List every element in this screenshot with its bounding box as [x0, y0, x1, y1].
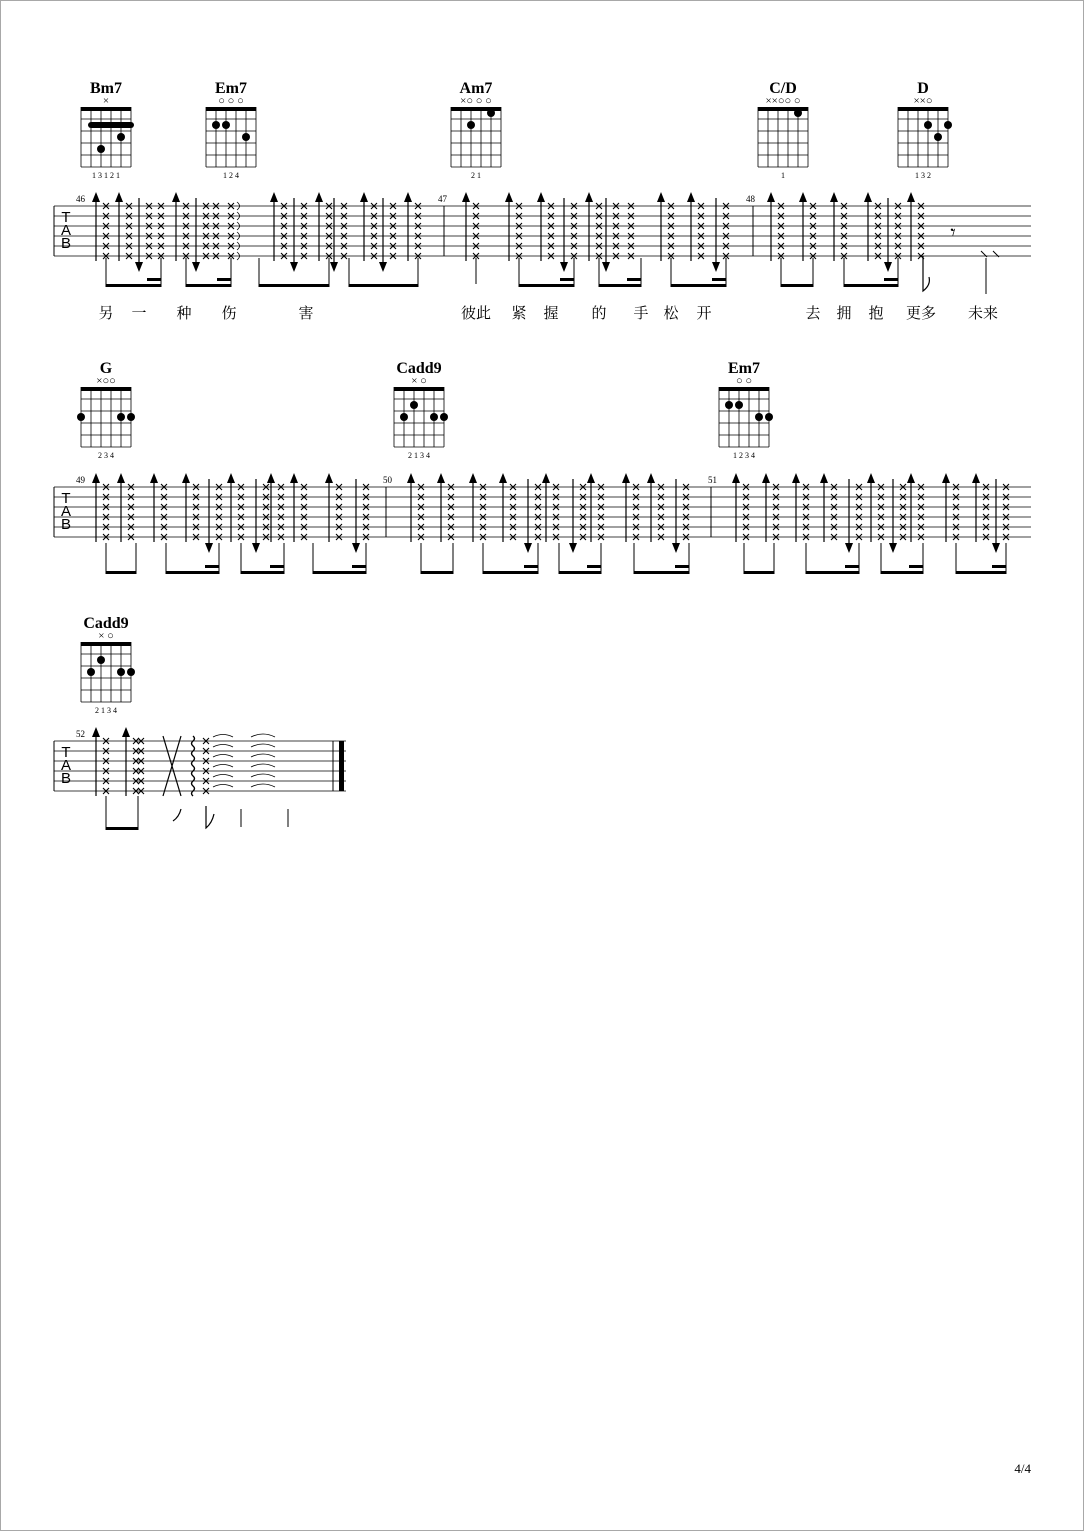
rhythm-beam: [992, 565, 1006, 568]
rhythm-beam: [671, 284, 726, 287]
chord-fingering: 1 2 4: [223, 171, 239, 180]
rhythm-beam: [781, 284, 813, 287]
strum-up-arrowhead: [585, 192, 593, 202]
strum-down-arrowhead: [569, 543, 577, 553]
chord-finger-dot: [117, 668, 125, 676]
chord-finger-dot: [924, 121, 932, 129]
chord-finger-dot: [97, 656, 105, 664]
rhythm-beam: [806, 571, 859, 574]
brush-cross: [163, 736, 181, 796]
chord-name: Em7: [728, 360, 760, 377]
strum-down-arrowhead: [379, 262, 387, 272]
strum-up-arrowhead: [267, 473, 275, 483]
tab-clef-letter: B: [60, 235, 72, 252]
lyric-syllable: 抱: [868, 304, 884, 322]
chord-finger-dot: [430, 413, 438, 421]
strum-down-arrowhead: [205, 543, 213, 553]
chord-finger-dot: [755, 413, 763, 421]
lyric-syllable: 开: [696, 304, 712, 322]
chord-finger-dot: [487, 109, 495, 117]
strum-up-arrowhead: [907, 192, 915, 202]
rhythm-beam: [106, 827, 138, 830]
measure-number: 46: [76, 194, 85, 204]
tab-clef-letter: A: [60, 757, 72, 774]
strum-up-arrowhead: [407, 473, 415, 483]
chord-finger-dot: [127, 668, 135, 676]
lyric-syllable: 的: [591, 304, 607, 322]
chord-fingering: 2 1 3 4: [95, 706, 117, 715]
chord-name: C/D: [769, 80, 797, 97]
strum-down-arrowhead: [884, 262, 892, 272]
tie-arc: [213, 775, 233, 778]
chord-open-mute-markers: ○ ○: [735, 375, 753, 387]
strum-up-arrowhead: [227, 473, 235, 483]
tab-clef-letter: B: [60, 770, 72, 787]
lyric-syllable: 种: [176, 304, 192, 322]
chord-open-mute-markers: ○ ○ ○: [218, 95, 244, 107]
eighth-rest: 𝄾: [950, 222, 956, 244]
strum-down-arrowhead: [712, 262, 720, 272]
chord-finger-dot: [944, 121, 952, 129]
lyric-syllable: 去: [805, 304, 821, 322]
strum-up-arrowhead: [469, 473, 477, 483]
rhythm-beam: [712, 278, 726, 281]
lyric-syllable: 未来: [967, 304, 999, 322]
strum-up-arrowhead: [499, 473, 507, 483]
chord-fingering: 2 1: [471, 171, 481, 180]
rhythm-beam: [744, 571, 774, 574]
chord-open-mute-markers: ××○○ ○: [765, 95, 801, 107]
tie-arc: [213, 785, 233, 788]
strum-up-arrowhead: [762, 473, 770, 483]
chord-fingering: 2 3 4: [98, 451, 114, 460]
strum-up-arrowhead: [92, 727, 100, 737]
tie-arc: [251, 734, 275, 737]
strum-up-arrowhead: [117, 473, 125, 483]
chord-finger-dot: [127, 413, 135, 421]
rhythm-beam: [884, 278, 898, 281]
strum-up-arrowhead: [820, 473, 828, 483]
tie-arc: [251, 784, 275, 787]
lyric-syllable: 伤: [221, 304, 237, 322]
chord-finger-dot: [467, 121, 475, 129]
strum-down-arrowhead: [845, 543, 853, 553]
strum-up-arrowhead: [767, 192, 775, 202]
rhythm-beam: [524, 565, 538, 568]
strum-up-arrowhead: [92, 192, 100, 202]
rhythm-beam: [166, 571, 219, 574]
strum-up-arrowhead: [437, 473, 445, 483]
rhythm-beam: [560, 278, 574, 281]
strum-down-arrowhead: [602, 262, 610, 272]
strum-down-arrowhead: [992, 543, 1000, 553]
chord-finger-dot: [117, 133, 125, 141]
chord-open-mute-markers: ×: [102, 95, 110, 107]
lyric-syllable: 另: [98, 304, 114, 322]
rhythm-beam: [147, 278, 161, 281]
tie-arc: [251, 744, 275, 747]
tie-arc: [251, 754, 275, 757]
chord-name: Bm7: [90, 80, 122, 97]
rhythm-beam: [352, 565, 366, 568]
rhythm-beam: [217, 278, 231, 281]
strum-down-arrowhead: [290, 262, 298, 272]
strum-up-arrowhead: [270, 192, 278, 202]
chord-name: Cadd9: [83, 615, 129, 632]
rhythm-beam: [599, 284, 641, 287]
rhythm-beam: [881, 571, 923, 574]
chord-finger-dot: [77, 413, 85, 421]
rhythm-beam: [675, 565, 689, 568]
chord-nut: [898, 107, 948, 111]
chord-open-mute-markers: × ○: [98, 630, 114, 642]
lyric-syllable: 紧: [511, 304, 527, 322]
chord-fingering: 1 2 3 4: [733, 451, 755, 460]
chord-finger-dot: [222, 121, 230, 129]
rhythm-beam: [956, 571, 1006, 574]
strum-up-arrowhead: [687, 192, 695, 202]
chord-finger-dot: [934, 133, 942, 141]
strum-up-arrowhead: [182, 473, 190, 483]
chord-fingering: 1: [781, 171, 785, 180]
chord-finger-dot: [97, 145, 105, 153]
strum-down-arrowhead: [192, 262, 200, 272]
chord-finger-dot: [400, 413, 408, 421]
chord-finger-dot: [242, 133, 250, 141]
strum-down-arrowhead: [524, 543, 532, 553]
tie-arc: [251, 774, 275, 777]
rhythm-beam: [909, 565, 923, 568]
strum-down-arrowhead: [252, 543, 260, 553]
strum-up-arrowhead: [404, 192, 412, 202]
chord-finger-dot: [794, 109, 802, 117]
chord-name: G: [99, 360, 113, 377]
strum-down-arrowhead: [330, 262, 338, 272]
strum-up-arrowhead: [907, 473, 915, 483]
strum-up-arrowhead: [587, 473, 595, 483]
chord-finger-dot: [410, 401, 418, 409]
strum-up-arrowhead: [537, 192, 545, 202]
tab-clef-letter: A: [60, 222, 72, 239]
tab-clef-letter: T: [61, 490, 71, 507]
strum-up-arrowhead: [315, 192, 323, 202]
chord-nut: [719, 387, 769, 391]
tie-arc: [251, 764, 275, 767]
tab-clef-letter: T: [61, 209, 71, 226]
chord-name: Am7: [459, 80, 493, 97]
measure-number: 48: [746, 194, 755, 204]
chord-nut: [81, 387, 131, 391]
lyric-syllable: 松: [663, 304, 679, 322]
strum-down-arrowhead: [672, 543, 680, 553]
measure-number: 47: [438, 194, 447, 204]
strum-up-arrowhead: [290, 473, 298, 483]
strum-up-arrowhead: [972, 473, 980, 483]
rhythm-beam: [259, 284, 329, 287]
tie-arc: [213, 745, 233, 748]
chord-open-mute-markers: ×○○: [96, 375, 116, 387]
strum-up-arrowhead: [942, 473, 950, 483]
rhythm-beam: [845, 565, 859, 568]
tie-arc: [213, 755, 233, 758]
strum-up-arrowhead: [542, 473, 550, 483]
chord-fingering: 2 1 3 4: [408, 451, 430, 460]
tab-clef-letter: A: [60, 503, 72, 520]
strum-down-arrowhead: [135, 262, 143, 272]
strum-up-arrowhead: [792, 473, 800, 483]
rhythm-beam: [349, 284, 418, 287]
lyric-syllable: 一: [131, 304, 147, 322]
lyric-syllable: 握: [543, 304, 559, 322]
guitar-tab-score: [1, 1, 1083, 1530]
strum-up-arrowhead: [92, 473, 100, 483]
chord-barre: [88, 122, 134, 128]
strum-down-arrowhead: [889, 543, 897, 553]
strum-up-arrowhead: [360, 192, 368, 202]
chord-open-mute-markers: × ○: [411, 375, 427, 387]
strum-up-arrowhead: [622, 473, 630, 483]
chord-nut: [206, 107, 256, 111]
rhythm-beam: [241, 571, 284, 574]
lyric-syllable: 彼此: [460, 304, 492, 322]
chord-nut: [394, 387, 444, 391]
eighth-note-flag: [206, 806, 214, 828]
strum-up-arrowhead: [732, 473, 740, 483]
strum-up-arrowhead: [505, 192, 513, 202]
tab-clef-letter: T: [61, 744, 71, 761]
measure-number: 50: [383, 475, 392, 485]
chord-name: Cadd9: [396, 360, 442, 377]
tie-arc: [213, 735, 233, 738]
rhythm-beam: [483, 571, 538, 574]
chord-fingering: 1 3 2: [915, 171, 931, 180]
lyric-syllable: 手: [633, 304, 649, 322]
final-barline: [339, 741, 344, 791]
chord-open-mute-markers: ×○ ○ ○: [460, 95, 492, 107]
rhythm-beam: [106, 284, 161, 287]
rhythm-beam: [634, 571, 689, 574]
chord-finger-dot: [117, 413, 125, 421]
chord-name: Em7: [215, 80, 247, 97]
measure-number: 51: [708, 475, 717, 485]
rhythm-beam: [559, 571, 601, 574]
tie-arc: [213, 765, 233, 768]
chord-nut: [81, 107, 131, 111]
rhythm-beam: [519, 284, 574, 287]
arpeggio-wave: [192, 736, 195, 796]
strum-up-arrowhead: [122, 727, 130, 737]
strum-up-arrowhead: [150, 473, 158, 483]
strum-up-arrowhead: [867, 473, 875, 483]
eighth-note-flag: [173, 809, 181, 821]
strum-down-arrowhead: [560, 262, 568, 272]
rhythm-beam: [627, 278, 641, 281]
chord-open-mute-markers: ××○: [913, 95, 933, 107]
chord-finger-dot: [765, 413, 773, 421]
rhythm-beam: [106, 571, 136, 574]
chord-finger-dot: [725, 401, 733, 409]
chord-name: D: [917, 80, 929, 97]
lyric-syllable: 害: [298, 304, 314, 322]
strum-up-arrowhead: [647, 473, 655, 483]
rhythm-beam: [205, 565, 219, 568]
rhythm-beam: [270, 565, 284, 568]
rhythm-beam: [844, 284, 898, 287]
strum-up-arrowhead: [115, 192, 123, 202]
chord-finger-dot: [440, 413, 448, 421]
rhythm-beam: [186, 284, 231, 287]
rhythm-beam: [587, 565, 601, 568]
measure-number: 49: [76, 475, 85, 485]
chord-finger-dot: [212, 121, 220, 129]
rhythm-beam: [421, 571, 453, 574]
strum-up-arrowhead: [864, 192, 872, 202]
chord-fingering: 1 3 1 2 1: [92, 171, 120, 180]
measure-number: 52: [76, 729, 85, 739]
lyric-syllable: 拥: [836, 304, 852, 322]
rhythm-beam: [313, 571, 366, 574]
strum-up-arrowhead: [657, 192, 665, 202]
chord-finger-dot: [87, 668, 95, 676]
chord-nut: [81, 642, 131, 646]
strum-up-arrowhead: [462, 192, 470, 202]
tab-clef-letter: B: [60, 516, 72, 533]
eighth-note-flag: [923, 256, 929, 291]
page-number: 4/4: [1014, 1461, 1031, 1476]
strum-down-arrowhead: [352, 543, 360, 553]
chord-finger-dot: [735, 401, 743, 409]
lyric-syllable: 更多: [905, 304, 937, 322]
strum-up-arrowhead: [799, 192, 807, 202]
strum-up-arrowhead: [830, 192, 838, 202]
strum-up-arrowhead: [172, 192, 180, 202]
strum-up-arrowhead: [325, 473, 333, 483]
